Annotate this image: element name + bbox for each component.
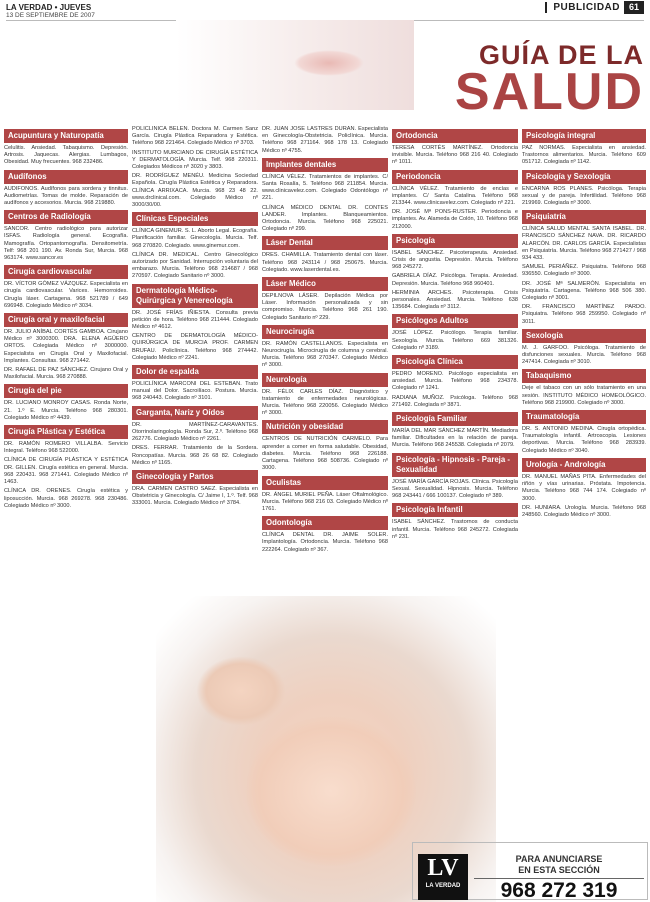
listing-entry: CLÍNICA DENTAL DR. JAIME SOLER. Implantología. Ortodoncia. Murcia. Teléfono 968 222264. Colegiado nº 367. <box>262 532 388 553</box>
category-heading: Psicología Familiar <box>392 412 518 426</box>
category-heading: Psicología integral <box>522 129 646 143</box>
category-heading: Ginecología y Partos <box>132 470 258 484</box>
baby-face <box>246 716 416 866</box>
category-heading: Psicólogos Adultos <box>392 314 518 328</box>
listing-entry: DR. ÁNGEL MURIEL PEÑA. Láser Oftalmológico. Murcia. Teléfono 968 216 03. Colegiado Médico nº 1761. <box>262 491 388 512</box>
page-header <box>0 0 650 22</box>
guide-title <box>418 40 644 121</box>
listing-entry: DR. JOSÉ Mª PONS-RUSTER. Periodoncia e implantes. Av. Alameda de Colón, 10. Teléfono 968 212000. <box>392 209 518 230</box>
listing-entry: DRA. CARMEN CASTRO SAEZ. Especialista en Obstetricia y Ginecología. C/ Jaime I, 1.º. Telf. 968 333001. Murcia. Colegiado Médico nº 3784. <box>132 485 258 507</box>
category-heading: Cirugía oral y maxilofacial <box>4 313 128 327</box>
category-heading: Cirugía cardiovascular <box>4 265 128 279</box>
listing-entry: JOSÉ MARÍA GARCÍA ROJAS. Clínica. Psicología Sexual. Sexualidad. Hipnosis. Murcia. Teléfono 968 243441 / 666 100137. Colegiado nº 389. <box>392 478 518 500</box>
category-heading: Psicología - Hipnosis - Pareja - Sexualidad <box>392 453 518 477</box>
listing-entry: DEPILNOVA LÁSER. Depilación Médica por Láser. Información personalizada y sin compromiso. Murcia. Teléfono 968 261 190. Colegiado Sanitario nº 229. <box>262 293 388 321</box>
category-heading: Psicología Infantil <box>392 503 518 517</box>
guide-title-line1: GUÍA DE LA <box>479 40 644 70</box>
listing-entry: DR. JOSÉ FRÍAS IÑIESTA. Consulta previa petición de hora. Teléfono 968 211444. Colegiado Médico nº 4612. <box>132 309 258 331</box>
category-heading: Cirugía Plástica y Estética <box>4 425 128 439</box>
category-heading: Neurología <box>262 373 388 387</box>
column-3 <box>262 126 388 556</box>
logo-name: LA VERDAD <box>425 883 461 889</box>
listing-entry: MARÍA DEL MAR SÁNCHEZ MARTÍN. Mediadora familiar. Dificultades en la relación de pareja. Murcia. Teléfono 968 245538. Colegiada nº 2079. <box>392 428 518 449</box>
listing-entry: CLÍNICA VÉLEZ. Tratamiento de encías e implantes. C/ Santa Catalina. Teléfono 968 213344. www.clinicavelez.com. Colegiado nº 221. <box>392 185 518 207</box>
advert-text <box>474 854 644 902</box>
listing-entry: CLÍNICA VÉLEZ. Tratamientos de implantes. C/ Santa Rosalía, 5. Teléfono 968 211854. Murcia. www.clinicavelez.com. Colegiado Odontólogo nº 221. <box>262 173 388 202</box>
listing-entry: HERMINIA ARCHES. Psicoterapia. Crisis personales. Ansiedad. Murcia. Teléfono 638 135684. Colegiada nº 3112. <box>392 289 518 311</box>
baby-hand <box>196 656 286 726</box>
banner-image <box>176 20 414 110</box>
listing-entry: DR. LUCIANO MONROY CASAS. Ronda Norte, 21. 1.º E. Murcia. Teléfono 968 280301. Colegiado Médico nº 4439. <box>4 400 128 421</box>
category-heading: Dermatología Médico-Quirúrgica y Venereología <box>132 284 258 308</box>
listing-entry: DR. RODRÍGUEZ MENÉU. Medicina Sociedad Española. Cirugía Plástica Estética y Reparadora. CLÍNICA ARRIXACA. Murcia. 968 23 48 22. www.drclinical.com. Colegiado Médico nº 3000/30/00. <box>132 173 258 209</box>
listing-entry: POLICLÍNICA MARCONI DEL ESTEBAN. Trato manual del Dolor. Sacroilíaco. Postura. Murcia. 968 240443. Colegiado nº 3101. <box>132 381 258 402</box>
category-heading: Nutrición y obesidad <box>262 420 388 434</box>
advert-line2: EN ESTA SECCIÓN <box>474 865 644 879</box>
listing-entry: CLÍNICA DE CIRUGÍA PLÁSTICA Y ESTÉTICA DR. GILLEN. Cirugía estética en general. Murcia. 968 220431. 968 271441. Colegiado Médico nº 1463. <box>4 457 128 486</box>
category-heading: Láser Dental <box>262 236 388 250</box>
listing-entry: DR. MANUEL MAÑAS PITA. Enfermedades del riñón y vías urinarias. Próstata. Impotencia. Murcia. Teléfono 968 744 174. Colegiado nº 3000. <box>522 473 646 502</box>
column-2 <box>132 126 258 510</box>
listing-entry: DR. VÍCTOR GÓMEZ VÁZQUEZ. Especialista en cirugía cardiovascular. Varices. Hemorroides. Cirugía láser. Cartagena. 968 521789 / 649 696948. Colegiado Médico nº 3034. <box>4 281 128 309</box>
listing-entry: DR. HUNIARA. Urología. Murcia. Teléfono 968 248560. Colegiado Médico nº 3000. <box>522 504 646 518</box>
category-heading: Acupuntura y Naturopatía <box>4 129 128 143</box>
category-heading: Tabaquismo <box>522 369 646 383</box>
advert <box>418 854 646 902</box>
listing-entry: DR. JUAN JOSÉ LASTRES DURÁN. Especialista en Ginecología-Obstetricia. Policlínica. Murcia. Teléfono 968 271164. 968 178 13. Colegiado Médico nº 4755. <box>262 126 388 154</box>
listing-entry: DR. S. ANTONIO MEDINA. Cirugía ortopédica. Traumatología infantil. Artroscopia. Lesiones deportivas. Murcia. Teléfono 968 283939. Colegiado Médico nº 3040. <box>522 426 646 454</box>
guide-title-line2: SALUD <box>454 63 644 121</box>
listing-entry: ISABEL SÁNCHEZ. Trastornos de conducta infantil. Murcia. Teléfono 968 245272. Colegiada nº 231. <box>392 519 518 540</box>
listing-entry: DR. RAMÓN CASTELLANOS. Especialista en Neurocirugía. Microcirugía de columna y cerebral. Murcia. Teléfono 968 270347. Colegiado Médico nº 3000. <box>262 340 388 369</box>
category-heading: Láser Médico <box>262 277 388 291</box>
category-heading: Sexología <box>522 329 646 343</box>
listing-entry: ENCARNA ROS PLANES. Psicóloga. Terapia sexual y de pareja. Infertilidad. Teléfono 968 219969. Colegiada nº 3000. <box>522 185 646 207</box>
listing-entry: DR. FÉLIX CARLES DÍAZ. Diagnóstico y tratamiento de enfermedades neurológicas. Murcia. Teléfono 968 220056. Colegiado Médico nº 3000. <box>262 388 388 417</box>
issue-date: 13 DE SEPTIEMBRE DE 2007 <box>6 12 95 19</box>
la-verdad-logo <box>418 854 468 900</box>
category-heading: Psicología Clínica <box>392 355 518 369</box>
listing-entry: SANCOR. Centro radiológico para autorizar ISFAS. Radiología general. Ecografía. Mamografía. Ortopantomografía. Densitometría. Telf: 968 201 190. Av. Ronda Sur, Murcia. 968 963174. www.sancor.es <box>4 226 128 262</box>
listing-entry: ISABEL SÁNCHEZ. Psicoterapeuta. Ansiedad. Crisis de angustia. Depresión. Murcia. Teléfono 968 245272. <box>392 249 518 271</box>
listing-entry: AUDIFONOS. Audífonos para sordera y tinnitus. Audiometrías. Tomas de molde. Reparación de audífonos y accesorios. Murcia. 968 219880. <box>4 185 128 207</box>
listing-entry: DR. JULIO ANÍBAL CORTÉS GAMBOA. Cirujano Médico nº 3000300. DRA. ELENA AGÜERO ORTOS. Colegiada Médico nº 3000000. Especialista en Cirugía Oral y Maxilofacial. Implantes. Consultas. 968 271442. <box>4 329 128 364</box>
column-4 <box>392 126 518 543</box>
category-heading: Psicología <box>392 234 518 248</box>
newspaper-name: LA VERDAD • JUEVES <box>6 3 92 12</box>
listing-entry: DR. JOSÉ Mª SALMERÓN. Especialista en Psiquiatría. Cartagena. Teléfono 968 506 380. Colegiado nº 3001. <box>522 280 646 302</box>
listing-entry: JOSÉ LÓPEZ. Psicólogo. Terapia familiar. Sexología. Murcia. Teléfono 669 381326. Colegiado nº 3189. <box>392 330 518 351</box>
category-heading: Centros de Radiología <box>4 210 128 224</box>
column-5 <box>522 126 646 521</box>
category-heading: Oculistas <box>262 476 388 490</box>
listing-entry: POLICLÍNICA BELÉN. Doctora M. Carmen Sanz García. Cirugía Plástica Reparadora y Estética. Teléfono 968 221464. Colegiado Médico nº 3703. <box>132 126 258 147</box>
lips-image <box>294 50 364 76</box>
column-1 <box>4 126 128 512</box>
listing-entry: DRES. FERRAR. Tratamiento de la Sordera. Roncopatías. Murcia. 968 26 68 82. Colegiado Médico nº 1165. <box>132 445 258 466</box>
category-heading: Dolor de espalda <box>132 365 258 379</box>
logo-letters: LV <box>427 855 459 881</box>
category-heading: Psiquiatría <box>522 210 646 224</box>
listing-entry: CLÍNICA MÉDICO DENTAL DR. CONTES LANDER. Implantes. Blanqueamientos. Ortodoncia. Murcia. Teléfono 968 225021. Colegiado nº 299. <box>262 204 388 233</box>
listing-entry: Celulitis. Ansiedad. Tabaquismo. Depresión. Artrosis. Jaquecas. Alergias. Lumbagos, Obesidad. Muy frecuentes. 968 232486. <box>4 145 128 166</box>
listing-entry: DR. RAFAEL DE PAZ SÁNCHEZ. Cirujano Oral y Maxilofacial. Murcia. 968 270888. <box>4 367 128 381</box>
page-number: 61 <box>624 1 644 14</box>
listing-entry: DR. FRANCISCO MARTÍNEZ PARDO. Psiquiatra. Teléfono 968 259950. Colegiado nº 3011. <box>522 304 646 325</box>
category-heading: Neurocirugía <box>262 325 388 339</box>
category-heading: Psicología y Sexología <box>522 170 646 184</box>
listing-entry: DRES. CHAMILLA. Tratamiento dental con láser. Teléfono 968 243114 / 968 250675. Murcia. Colegiado. www.laserdental.es. <box>262 252 388 273</box>
category-heading: Odontología <box>262 516 388 530</box>
category-heading: Garganta, Nariz y Oídos <box>132 406 258 420</box>
listing-entry: CENTROS DE NUTRICIÓN CARMELO. Para aprender a comer en forma saludable. Obesidad, diabetes. Murcia. Teléfono 968 226188. Cartagena. Teléfono 968 508736. Colegiado nº 3000. <box>262 436 388 472</box>
category-heading: Implantes dentales <box>262 158 388 172</box>
listing-entry: INSTITUTO MURCIANO DE CIRUGÍA ESTÉTICA Y DERMATOLOGÍA. Murcia. Telf. 968 220311. Colegiados Médicos nº 3020 y 3803. <box>132 149 258 171</box>
listing-entry: RADIANA MUÑOZ. Psicóloga. Teléfono 968 271492. Colegiada nº 3871. <box>392 394 518 408</box>
section-name: PUBLICIDAD <box>545 2 620 13</box>
category-heading: Traumatología <box>522 410 646 424</box>
category-heading: Urología - Andrología <box>522 458 646 472</box>
category-heading: Clínicas Especiales <box>132 212 258 226</box>
listing-entry: CLÍNICA DR. ORENES. Cirugía estética y liposucción. Murcia. 968 269278. 968 230486. Colegiado Médico nº 3000. <box>4 488 128 509</box>
listing-entry: CLÍNICA DR. MEDICAL. Centro Ginecológico autorizado por Sanidad. Interrupción voluntaria del embarazo. Murcia. Teléfono 968 214687 / 968 270597. Colegiado Sanitario nº 3000. <box>132 251 258 280</box>
category-heading: Periodoncia <box>392 170 518 184</box>
category-heading: Cirugía del pie <box>4 384 128 398</box>
listing-entry: PEDRO MORENO. Psicólogo especialista en ansiedad. Murcia. Teléfono 968 234378. Colegiado nº 1241. <box>392 371 518 392</box>
listing-entry: CLÍNICA SALUD MENTAL SANTA ISABEL. DR. FRANCISCO SÁNCHEZ NAVA. DR. RICARDO ALARCÓN. DR. CARLOS GARCÍA. Especialistas en Psiquiatría. Murcia. Teléfono 968 271427 / 968 934 433. <box>522 226 646 262</box>
listing-entry: GABRIELA DÍAZ. Psicóloga. Terapia. Ansiedad. Depresión. Murcia. Teléfono 968 960401. <box>392 273 518 287</box>
category-heading: Ortodoncia <box>392 129 518 143</box>
advert-phone: 968 272 319 <box>500 879 618 902</box>
listing-entry: CENTRO DE DERMATOLOGÍA MÉDICO-QUIRÚRGICA DE MURCIA PROF. CARMEN BRUFAU. Policlínica. Teléfono 968 274442. Colegiado Médico nº 2241. <box>132 333 258 361</box>
listing-entry: TERESA CORTÉS MARTÍNEZ. Ortodoncia invisible. Murcia. Teléfono 968 216 40. Colegiado nº 1011. <box>392 145 518 166</box>
listing-entry: M. J. GARFOO. Psicóloga. Tratamiento de disfunciones sexuales. Murcia. Teléfono 968 247414. Colegiada nº 3010. <box>522 344 646 366</box>
listing-entry: Deje el tabaco con un sólo tratamiento en una sesión. INSTITUTO MÉDICO HOMEOLÓGICO. Teléfono 968 219900. Colegiado nº 3000. <box>522 385 646 406</box>
category-heading: Audífonos <box>4 170 128 184</box>
listing-entry: PAZ NORMAS. Especialista en ansiedad. Trastornos alimentarios. Murcia. Teléfono 609 051712. Colegiada nº 1142. <box>522 145 646 166</box>
listing-entry: CLÍNICA GINEMUR. S. L. Aborto Legal. Ecografía. Planificación familiar. Ginecología. Murcia. Telf. 968 270820. Colegiado. www.ginemur.com. <box>132 228 258 249</box>
advert-line1: PARA ANUNCIARSE <box>515 854 603 864</box>
listing-entry: DR. RAMÓN ROMERO VILLALBA. Servicio Integral. Teléfono 968 522000. <box>4 441 128 455</box>
listing-entry: SAMUEL PERIÁÑEZ. Psiquiatra. Teléfono 968 936550. Colegiado nº 3000. <box>522 264 646 278</box>
listing-entry: DR. MARTÍNEZ-CARAVANTES. Otorrinolaringología. Ronda Sur, 2.º. Teléfono 968 262776. Colegiado Médico nº 2261. <box>132 421 258 443</box>
